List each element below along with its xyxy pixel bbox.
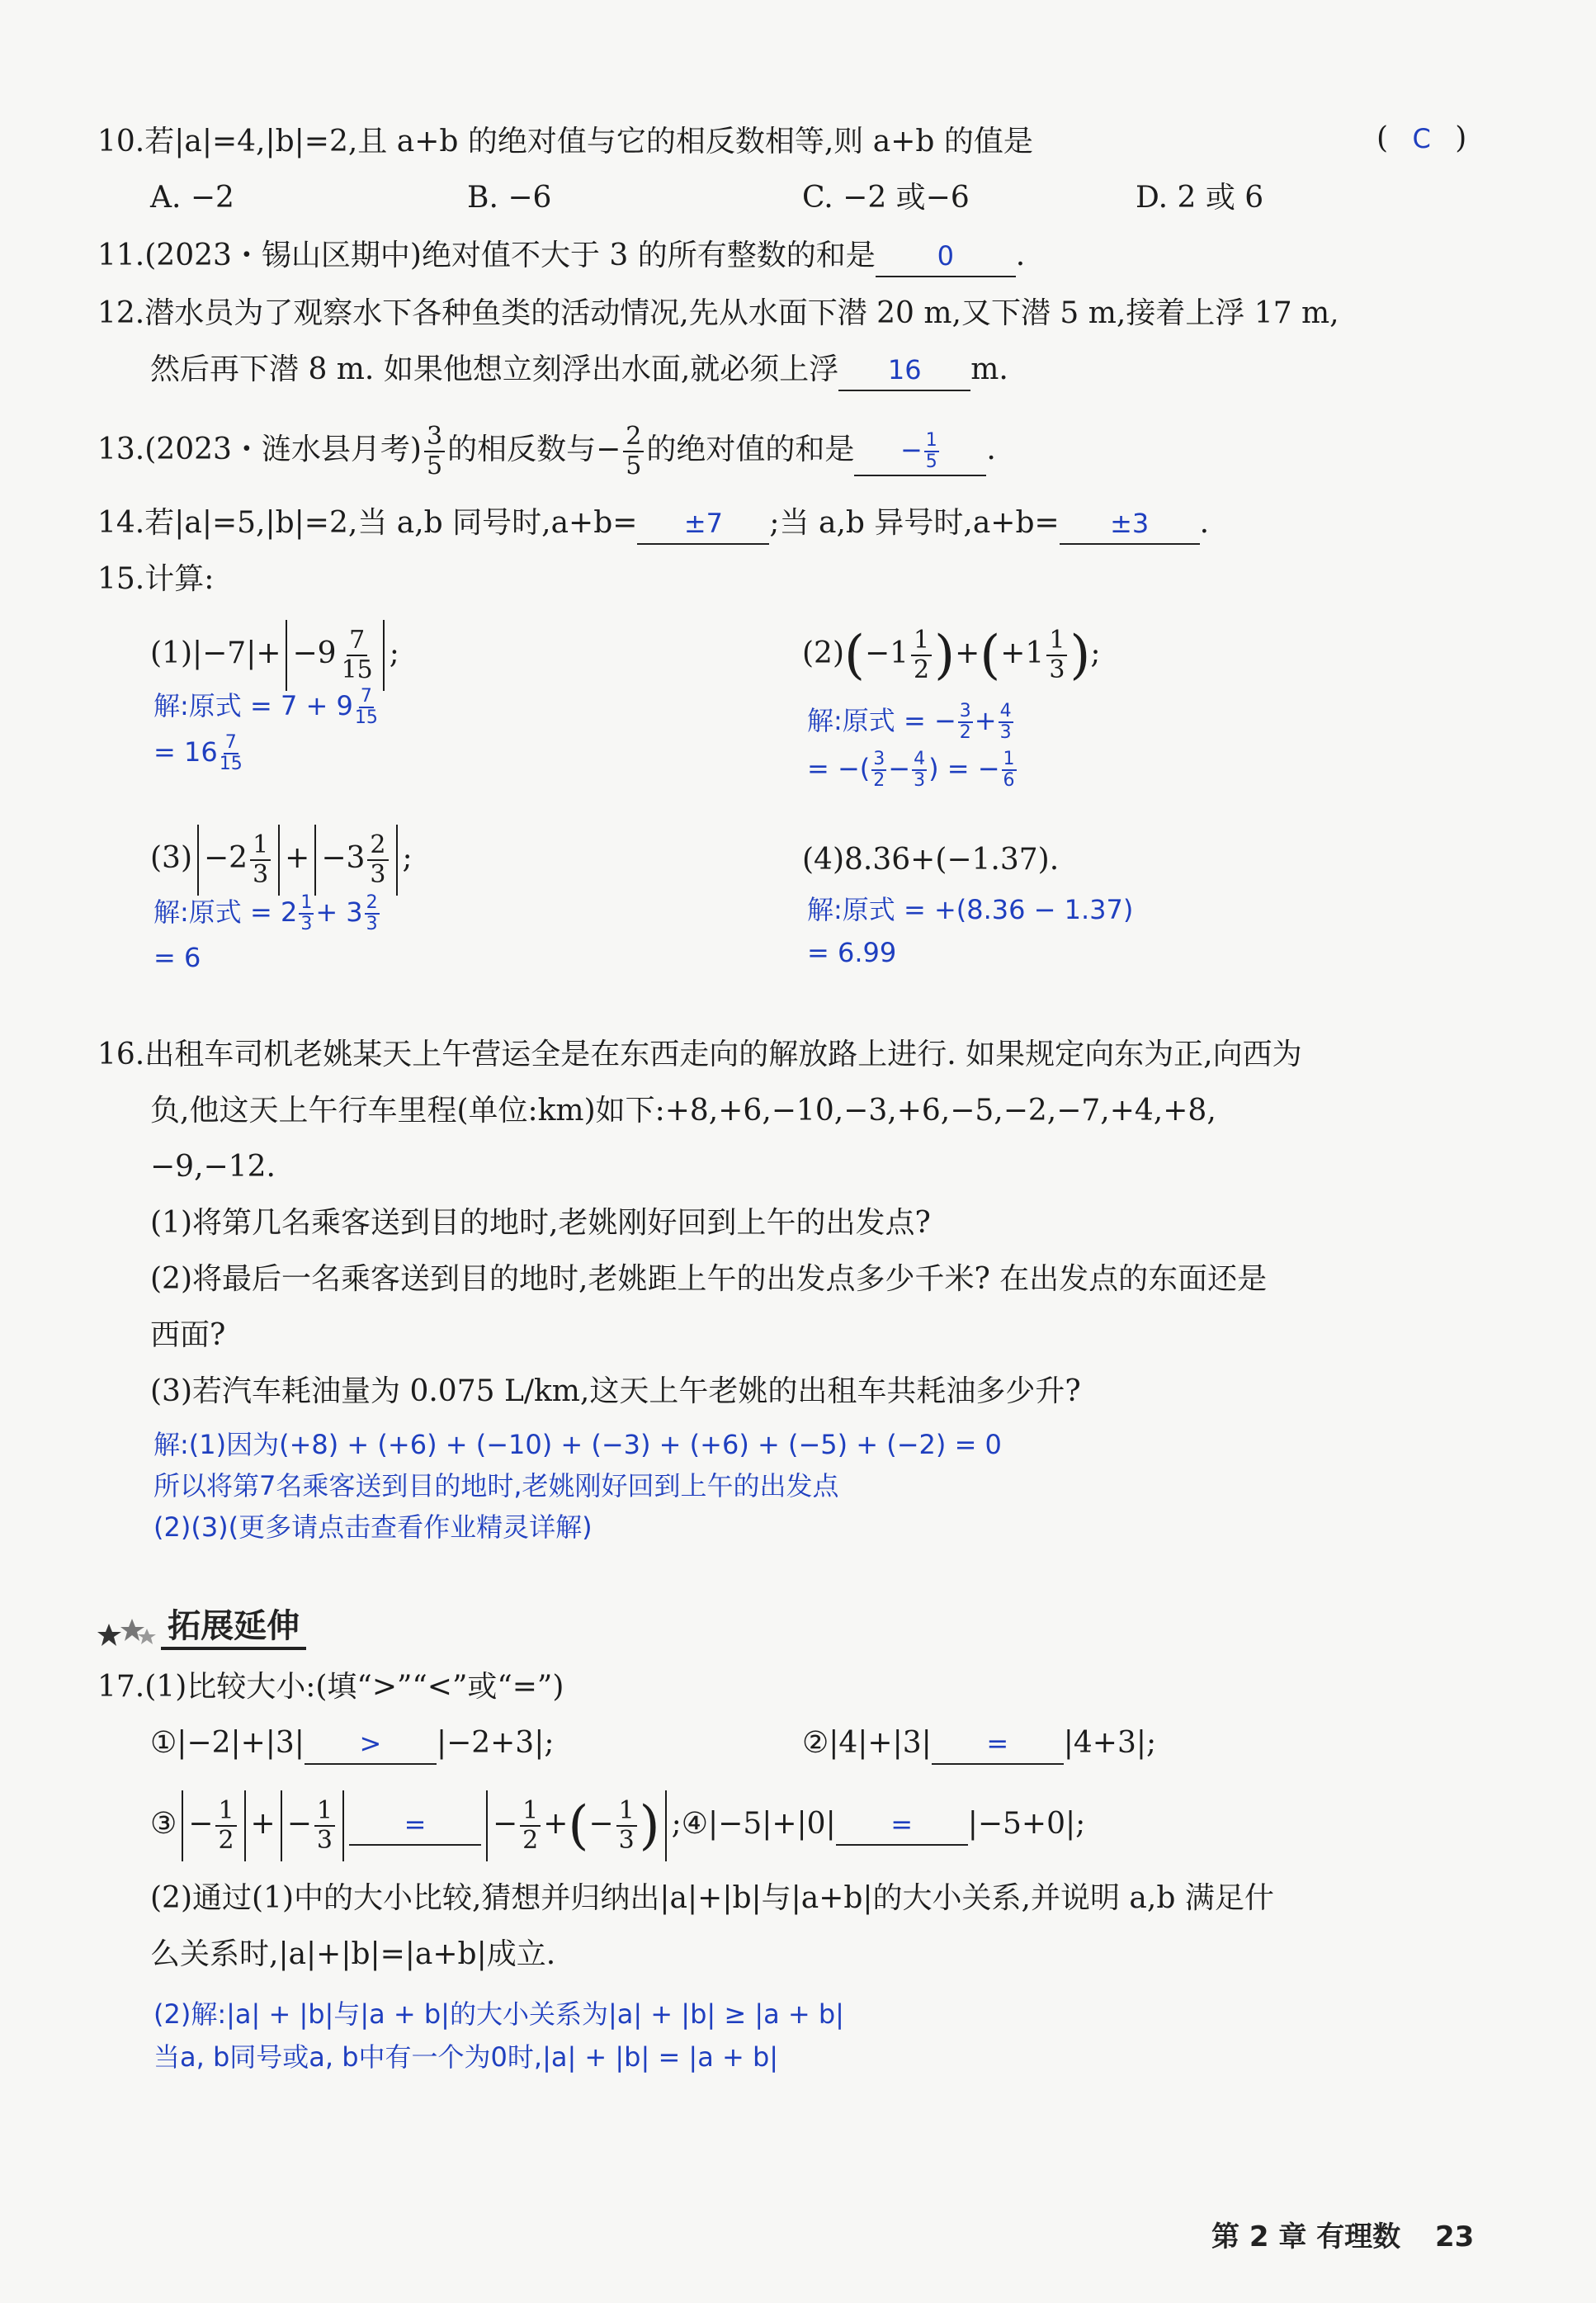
q15-p3-sol1-text: 解:原式 = 2	[153, 896, 298, 928]
q15-p3-solution-1	[153, 893, 381, 934]
q17-c2-left: ②|4|+|3|	[802, 1726, 932, 1760]
q17-solution-2: 当a, b同号或a, b中有一个为0时,|a| + |b| = |a + b|	[153, 2041, 779, 2073]
q12-line1: 12.潜水员为了观察水下各种鱼类的活动情况,先从水面下潜 20 m,又下潜 5 m,接着上浮 17 m,	[97, 296, 1339, 330]
abs-bar	[383, 620, 385, 691]
numerator: 7	[347, 627, 367, 656]
sol-fraction	[958, 702, 973, 743]
abs-bar	[665, 1790, 667, 1861]
numerator: 7	[224, 732, 237, 753]
q15-p2-b: +1	[1000, 636, 1045, 670]
q13	[97, 413, 996, 487]
q17-part2-line1: (2)通过(1)中的大小比较,猜想并归纳出|a|+|b|与|a+b|的大小关系,并说明 a,b 满足什	[150, 1881, 1274, 1915]
q14-end: .	[1199, 506, 1210, 540]
sol-fraction	[299, 893, 314, 934]
q14-blank-1	[637, 507, 769, 545]
q13-fraction-2	[623, 423, 644, 480]
q13-fraction-1	[424, 423, 445, 480]
numerator: 3	[959, 701, 971, 721]
sol-fraction	[999, 702, 1013, 743]
q11-blank	[876, 239, 1016, 277]
sol-fraction	[365, 893, 380, 934]
denominator: 3	[1049, 655, 1065, 684]
operator: +	[543, 1807, 569, 1841]
denominator: 5	[626, 452, 642, 480]
sign: −	[492, 1807, 518, 1841]
q14	[97, 504, 1209, 545]
q15-part3	[150, 817, 413, 900]
q17-c2-blank	[932, 1727, 1064, 1765]
q15-p2-end: ;	[1090, 636, 1101, 670]
denominator: 15	[341, 655, 373, 684]
abs-bar	[197, 825, 199, 896]
section-header	[97, 1600, 306, 1650]
operator: +	[250, 1807, 276, 1841]
q10-option-a: A. −2	[150, 181, 234, 215]
q15-p1-sol1-fraction	[355, 687, 378, 728]
q15-p1-sol1-text: 解:原式 = 7 + 9	[153, 690, 353, 721]
sol-fraction	[912, 750, 927, 791]
q15-p2-sol1-text: 解:原式 = −	[807, 705, 956, 736]
paren: (	[568, 1795, 589, 1856]
q15-p4-solution-2: = 6.99	[807, 937, 897, 968]
q11-stem: 11.(2023・锡山区期中)绝对值不大于 3 的所有整数的和是	[97, 239, 876, 272]
q10-answer: C	[1412, 123, 1431, 154]
q12-line2	[150, 350, 1008, 391]
q12-unit: m.	[970, 352, 1008, 386]
q15-part2	[802, 612, 1101, 695]
q16-line3: −9,−12.	[150, 1150, 276, 1184]
abs-bar	[314, 825, 316, 896]
page-footer	[1211, 2214, 1474, 2254]
q17-c3-answer: =	[404, 1809, 427, 1840]
q10-stem	[97, 122, 1033, 162]
q17-c4-blank	[836, 1808, 968, 1846]
q10-option-d: D. 2 或 6	[1136, 181, 1264, 215]
q15-part1	[150, 612, 399, 695]
q16-sub1: (1)将第几名乘客送到目的地时,老姚刚好回到上午的出发点?	[150, 1206, 931, 1240]
fraction	[520, 1797, 541, 1855]
denominator: 3	[370, 860, 386, 889]
operator: + 3	[315, 896, 363, 928]
paren: )	[1070, 625, 1091, 686]
q15-p1-inner: −9	[292, 636, 337, 670]
q17-c3-blank	[349, 1808, 481, 1846]
q15-p3-label: (3)	[150, 841, 192, 875]
q13-mid: 的相反数与−	[447, 433, 621, 466]
numerator: 1	[300, 892, 313, 913]
denominator: 3	[253, 860, 269, 889]
q16-sub2b: 西面?	[150, 1318, 226, 1352]
sign: −	[588, 1807, 614, 1841]
abs-bar	[342, 1790, 344, 1861]
page-number: 23	[1435, 2220, 1475, 2253]
q15-p3-fraction-b	[367, 831, 388, 889]
operator: −	[888, 753, 911, 784]
q17-solution-1: (2)解:|a| + |b|与|a + b|的大小关系为|a| + |b| ≥ |a + b|	[153, 1998, 844, 2030]
q15-p2-sol2-text-b: ) = −	[928, 753, 1000, 784]
q16-solution-3: (2)(3)(更多请点击查看作业精灵详解)	[153, 1511, 593, 1543]
q13-end: .	[986, 433, 996, 466]
q17-c1-blank	[305, 1727, 437, 1765]
q11-end: .	[1015, 239, 1026, 272]
abs-bar	[286, 620, 287, 691]
q15-p2-plus: +	[955, 636, 980, 670]
q15-p2-a: −1	[864, 636, 909, 670]
numerator: 1	[520, 1797, 541, 1827]
denominator: 2	[218, 1826, 234, 1855]
q15-p1-end: ;	[389, 636, 399, 670]
numerator: 2	[367, 831, 388, 861]
q15-p1-label: (1)|−7|+	[150, 636, 281, 670]
abs-bar	[281, 1790, 282, 1861]
q17-c3-end: ;	[671, 1807, 682, 1841]
denominator: 3	[999, 722, 1012, 743]
paren: (	[980, 625, 1001, 686]
numerator: 4	[999, 701, 1012, 721]
numerator: 3	[873, 749, 885, 769]
denominator: 3	[914, 770, 926, 791]
denominator: 3	[366, 914, 378, 934]
q11	[97, 236, 1025, 277]
q15-p2-solution-1	[807, 702, 1015, 743]
numerator: 7	[360, 686, 372, 707]
q15-p1-sol2-text: = 16	[153, 736, 218, 768]
stars-icon	[97, 1617, 157, 1650]
denominator: 3	[300, 914, 313, 934]
q15-part4: (4)8.36+(−1.37).	[802, 843, 1060, 877]
numerator: 2	[366, 892, 378, 913]
q16-sub2a: (2)将最后一名乘客送到目的地时,老姚距上午的出发点多少千米? 在出发点的东面还是	[150, 1262, 1268, 1296]
q15-p2-solution-2	[807, 750, 1018, 791]
sign: −	[188, 1807, 214, 1841]
q15-p3-fraction-a	[250, 831, 271, 889]
fraction	[314, 1797, 335, 1855]
q15-p3-b: −3	[321, 841, 366, 875]
numerator: 3	[424, 423, 445, 452]
numerator: 2	[623, 423, 644, 452]
q11-answer: 0	[937, 240, 954, 272]
denominator: 2	[959, 722, 971, 743]
abs-bar	[278, 825, 280, 896]
denominator: 5	[426, 452, 443, 480]
q16-sub3: (3)若汽车耗油量为 0.075 L/km,这天上午老姚的出租车共耗油多少升?	[150, 1374, 1081, 1408]
paren: )	[639, 1795, 660, 1856]
q15-p2-fraction-a	[911, 627, 932, 684]
q15-p1-solution-1	[153, 687, 380, 728]
q16-solution-2: 所以将第7名乘客送到目的地时,老姚刚好回到上午的出发点	[153, 1470, 839, 1501]
sol-fraction	[1002, 750, 1017, 791]
q15-p2-label: (2)	[802, 636, 844, 670]
q14-part1: 14.若|a|=5,|b|=2,当 a,b 同号时,a+b=	[97, 506, 638, 540]
sol-fraction	[871, 750, 886, 791]
q15-p4-solution-1: 解:原式 = +(8.36 − 1.37)	[807, 894, 1134, 925]
numerator: 1	[616, 1797, 637, 1827]
q17-c3-label: ③	[150, 1807, 177, 1841]
q10-option-b: B. −6	[467, 181, 552, 215]
q10-answer-bracket	[1376, 119, 1466, 158]
chapter-label: 第 2 章 有理数	[1211, 2220, 1401, 2253]
q17-c2-answer: =	[986, 1728, 1009, 1759]
numerator: 4	[914, 749, 926, 769]
abs-bar	[396, 825, 398, 896]
q17-c4-left: ④|−5|+|0|	[681, 1807, 836, 1841]
q15-title: 15.计算:	[97, 562, 215, 596]
q15-p1-sol2-fraction	[220, 733, 243, 774]
denominator: 2	[522, 1826, 539, 1855]
q15-p2-fraction-b	[1046, 627, 1067, 684]
q15-p1-fraction	[339, 627, 375, 684]
numerator: 1	[215, 1797, 236, 1827]
bracket-close: )	[1455, 121, 1467, 155]
q14-part2: ;当 a,b 异号时,a+b=	[769, 506, 1060, 540]
q16-line1: 16.出租车司机老姚某天上午营运全是在东西走向的解放路上进行. 如果规定向东为正,向西为	[97, 1038, 1302, 1071]
numerator: 1	[250, 831, 271, 861]
numerator: 1	[925, 430, 937, 451]
sign: −	[286, 1807, 312, 1841]
q17-compare-2	[802, 1724, 1156, 1765]
numerator: 1	[911, 627, 932, 656]
q15-p3-solution-2: = 6	[153, 942, 201, 973]
q15-p3-end: ;	[402, 841, 413, 875]
q14-blank-2	[1060, 507, 1200, 545]
bracket-open: (	[1376, 121, 1389, 155]
q13-suffix: 的绝对值的和是	[646, 433, 855, 466]
q17-c2-right: |4+3|;	[1063, 1726, 1157, 1760]
q17-part2-line2: 么关系时,|a|+|b|=|a+b|成立.	[150, 1937, 556, 1971]
q12-answer: 16	[887, 354, 922, 385]
q15-p1-solution-2	[153, 733, 244, 774]
fraction	[215, 1797, 236, 1855]
q16-line2: 负,他这天上午行车里程(单位:km)如下:+8,+6,−10,−3,+6,−5,−2,−7,+4,+8,	[150, 1094, 1216, 1128]
q10-option-c: C. −2 或−6	[802, 181, 970, 215]
paren: )	[934, 625, 956, 686]
numerator: 1	[314, 1797, 335, 1827]
abs-bar	[244, 1790, 246, 1861]
q13-answer-sign: −	[900, 434, 923, 466]
denominator: 2	[914, 655, 930, 684]
q15-p3-plus: +	[285, 841, 310, 875]
denominator: 15	[354, 707, 378, 728]
operator: +	[974, 705, 997, 736]
q10-stem-text: 10.若|a|=4,|b|=2,且 a+b 的绝对值与它的相反数相等,则 a+b 的值是	[97, 125, 1033, 158]
fraction	[616, 1797, 637, 1855]
denominator: 2	[873, 770, 885, 791]
denominator: 15	[219, 754, 243, 774]
abs-bar	[486, 1790, 488, 1861]
q17-c1-right: |−2+3|;	[436, 1726, 555, 1760]
denominator: 5	[925, 452, 937, 472]
q14-answer-2: ±3	[1110, 508, 1150, 539]
paren: (	[844, 625, 865, 686]
denominator: 6	[1003, 770, 1015, 791]
numerator: 1	[1046, 627, 1067, 656]
q13-prefix: 13.(2023・涟水县月考)	[97, 433, 422, 466]
abs-bar	[182, 1790, 183, 1861]
q15-p3-a: −2	[204, 841, 248, 875]
q16-solution-1: 解:(1)因为(+8) + (+6) + (−10) + (−3) + (+6) + (−5) + (−2) = 0	[153, 1429, 1002, 1460]
q13-answer-fraction	[924, 431, 939, 472]
q17-compare-3-4	[150, 1783, 1085, 1866]
q17-c4-answer: =	[890, 1809, 914, 1840]
q12-line2-text: 然后再下潜 8 m. 如果他想立刻浮出水面,就必须上浮	[150, 352, 839, 386]
q15-p2-sol2-text: = −(	[807, 753, 871, 784]
denominator: 3	[618, 1826, 635, 1855]
q17-compare-1	[150, 1724, 554, 1765]
q12-blank	[838, 353, 970, 391]
q14-answer-1: ±7	[683, 508, 723, 539]
q17-c4-right: |−5+0|;	[967, 1807, 1086, 1841]
numerator: 1	[1003, 749, 1015, 769]
q17-title: 17.(1)比较大小:(填“>”“<”或“=”)	[97, 1670, 564, 1704]
section-title: 拓展延伸	[161, 1607, 306, 1650]
q17-c1-left: ①|−2|+|3|	[150, 1726, 305, 1760]
q17-c1-answer: >	[359, 1728, 382, 1759]
denominator: 3	[316, 1826, 333, 1855]
q13-blank	[854, 425, 986, 476]
